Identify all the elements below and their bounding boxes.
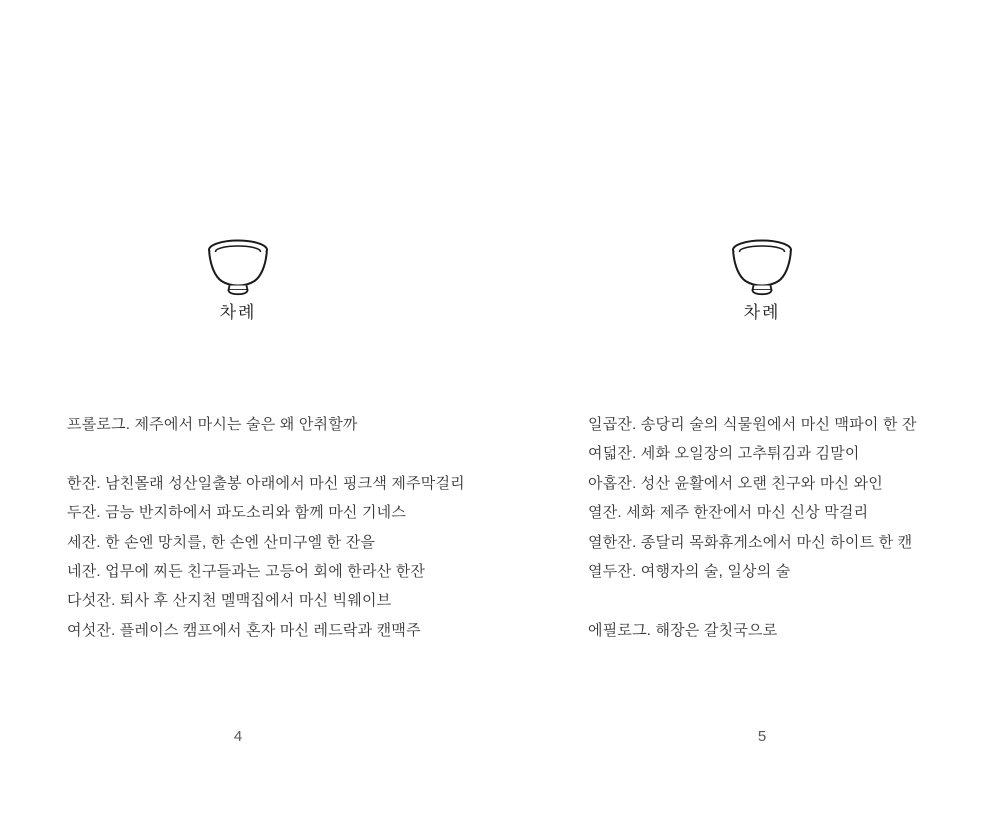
toc-entries	[67, 410, 490, 645]
bowl-icon	[731, 239, 793, 296]
toc-entries	[588, 410, 990, 645]
toc-entry: 여섯잔. 플레이스 캠프에서 혼자 마신 레드락과 캔맥주	[67, 621, 421, 639]
toc-entry: 열두잔. 여행자의 술, 일상의 술	[588, 563, 791, 581]
toc-entry: 한잔. 남친몰래 성산일출봉 아래에서 마신 핑크색 제주막걸리	[67, 474, 465, 492]
toc-entry: 두잔. 금능 반지하에서 파도소리와 함께 마신 기네스	[67, 504, 407, 522]
toc-entry: 일곱잔. 송당리 술의 식물원에서 마신 맥파이 한 잔	[588, 416, 917, 433]
book-page-right	[500, 0, 1000, 818]
toc-entry: 열한잔. 종달리 목화휴게소에서 마신 하이트 한 캔	[588, 533, 913, 551]
page-number: 5	[757, 728, 767, 745]
toc-entry: 네잔. 업무에 찌든 친구들과는 고등어 회에 한라산 한잔	[67, 563, 426, 581]
page-number: 4	[233, 728, 243, 745]
toc-entry: 아홉잔. 성산 윤활에서 오랜 친구와 마신 와인	[588, 474, 883, 492]
toc-entry: 열잔. 세화 제주 한잔에서 마신 신상 막걸리	[588, 504, 869, 522]
toc-entry: 여덟잔. 세화 오일장의 고추튀김과 김말이	[588, 445, 860, 463]
toc-title: 차례	[743, 303, 781, 322]
toc-entry-prologue: 프롤로그. 제주에서 마시는 술은 왜 안취할까	[67, 416, 358, 433]
toc-title: 차례	[219, 303, 257, 322]
toc-entry: 세잔. 한 손엔 망치를, 한 손엔 산미구엘 한 잔을	[67, 533, 376, 551]
toc-entry: 다섯잔. 퇴사 후 산지천 멜맥집에서 마신 빅웨이브	[67, 592, 392, 610]
bowl-icon	[207, 239, 269, 296]
toc-entry-epilogue: 에필로그. 해장은 갈칫국으로	[588, 621, 778, 639]
